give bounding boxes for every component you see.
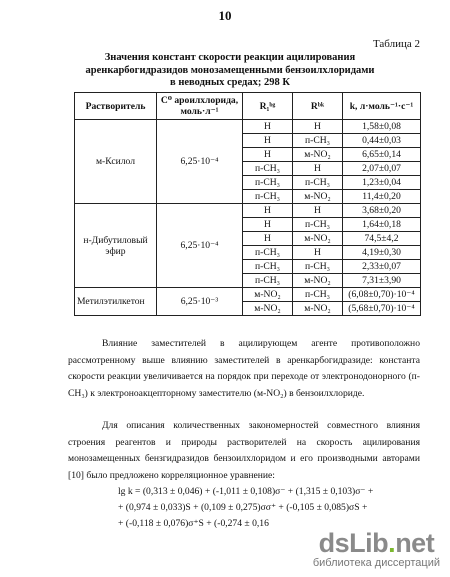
r2-cell: H bbox=[293, 246, 343, 260]
r2-cell: п-CH₃ bbox=[293, 260, 343, 274]
paragraph-substituent-effect bbox=[68, 336, 420, 402]
table-title-line: аренкарбогидразидов монозамещенными бензоилхлоридами bbox=[85, 64, 375, 76]
solvent-cell: Метилэтилкетон bbox=[75, 288, 157, 316]
paragraph-text: Влияние заместителей в ацилирующем агенте противоположно рассмотренному выше влиянию заместителей в аренкарбогидразиде: константа скорости реакции увеличивается на порядок при переходе от электронодонорного (п-CH₃) к электроноакцепторному заместителю (м-NO₂) в бензоилхлориде. bbox=[68, 338, 420, 399]
equation-line: lg k = (0,313 ± 0,046) + (-1,011 ± 0,108)σ⁻ + (1,315 ± 0,103)σ⁻ + bbox=[118, 486, 374, 497]
r1-cell: H bbox=[243, 232, 293, 246]
r2-cell: м-NO₂ bbox=[293, 274, 343, 288]
k-cell: 3,68±0,20 bbox=[343, 204, 421, 218]
r1-cell: H bbox=[243, 218, 293, 232]
dslib-logo bbox=[313, 529, 440, 557]
r1-cell: п-CH₃ bbox=[243, 274, 293, 288]
r1-cell: м-NO₂ bbox=[243, 288, 293, 302]
k-cell: (5,68±0,70)·10⁻⁴ bbox=[343, 302, 421, 316]
k-cell: 1,58±0,08 bbox=[343, 120, 421, 134]
correlation-equation bbox=[118, 484, 373, 532]
r1-cell: H bbox=[243, 134, 293, 148]
dslib-watermark[interactable] bbox=[313, 529, 440, 569]
k-cell: 1,23±0,04 bbox=[343, 176, 421, 190]
r2-cell: м-NO₂ bbox=[293, 302, 343, 316]
header-r1: R₁ᵇᵍ bbox=[243, 93, 293, 120]
r1-cell: H bbox=[243, 148, 293, 162]
table-title-line: Значения констант скорости реакции ацилирования bbox=[104, 52, 356, 63]
paragraph-correlation bbox=[68, 418, 420, 484]
r1-cell: п-CH₃ bbox=[243, 246, 293, 260]
r2-cell: м-NO₂ bbox=[293, 232, 343, 246]
header-concentration: C⁰ ароилхлорида, моль·л⁻¹ bbox=[157, 93, 243, 120]
r2-cell: п-CH₃ bbox=[293, 134, 343, 148]
paragraph-text: Для описания количественных закономерностей совместного влияния строения реагентов и природы растворителей на скорость ацилирования монозамещенных бензгидразидов бензоилхлоридом и его производными авторами [10] было предложено корреляционное уравнение: bbox=[68, 420, 420, 481]
equation-line: + (0,974 ± 0,033)S + (0,109 ± 0,275)σσ⁺ + (-0,105 ± 0,085)σS + bbox=[118, 502, 368, 513]
header-k: k, л·моль⁻¹·с⁻¹ bbox=[343, 93, 421, 120]
table-row bbox=[75, 204, 421, 218]
logo-main-text: dsLib bbox=[318, 528, 389, 558]
equation-line: + (-0,118 ± 0,076)σ⁺S + (-0,274 ± 0,16 bbox=[118, 518, 269, 529]
concentration-cell: 6,25·10⁻⁴ bbox=[157, 204, 243, 288]
header-solvent: Растворитель bbox=[75, 93, 157, 120]
dslib-tagline: библиотека диссертаций bbox=[312, 557, 440, 569]
table-title-line: в неводных средах; 298 К bbox=[170, 77, 290, 88]
r2-cell: H bbox=[293, 120, 343, 134]
k-cell: 6,65±0,14 bbox=[343, 148, 421, 162]
k-cell: 11,4±0,20 bbox=[343, 190, 421, 204]
table-row bbox=[75, 120, 421, 134]
header-r2: Rᵇᵏ bbox=[293, 93, 343, 120]
r2-cell: H bbox=[293, 204, 343, 218]
r1-cell: п-CH₃ bbox=[243, 260, 293, 274]
r1-cell: п-CH₃ bbox=[243, 162, 293, 176]
r2-cell: п-CH₃ bbox=[293, 176, 343, 190]
solvent-cell: м-Ксилол bbox=[75, 120, 157, 204]
k-cell: 4,19±0,30 bbox=[343, 246, 421, 260]
k-cell: 74,5±4,2 bbox=[343, 232, 421, 246]
table-row bbox=[75, 288, 421, 302]
table-title bbox=[60, 52, 400, 90]
k-cell: (6,08±0,70)·10⁻⁴ bbox=[343, 288, 421, 302]
r2-cell: H bbox=[293, 162, 343, 176]
r1-cell: м-NO₂ bbox=[243, 302, 293, 316]
logo-tld-text: net bbox=[395, 528, 435, 558]
rate-constants-table bbox=[74, 92, 421, 316]
solvent-cell: н-Дибутиловый эфир bbox=[75, 204, 157, 288]
r2-cell: м-NO₂ bbox=[293, 148, 343, 162]
k-cell: 2,33±0,07 bbox=[343, 260, 421, 274]
concentration-cell: 6,25·10⁻³ bbox=[157, 288, 243, 316]
r2-cell: п-CH₃ bbox=[293, 218, 343, 232]
r1-cell: п-CH₃ bbox=[243, 190, 293, 204]
k-cell: 0,44±0,03 bbox=[343, 134, 421, 148]
r1-cell: п-CH₃ bbox=[243, 176, 293, 190]
r2-cell: м-NO₂ bbox=[293, 190, 343, 204]
r2-cell: п-CH₃ bbox=[293, 288, 343, 302]
table-label: Таблица 2 bbox=[372, 38, 420, 50]
r1-cell: H bbox=[243, 120, 293, 134]
page-number: 10 bbox=[218, 8, 232, 23]
table-header-row bbox=[75, 93, 421, 120]
concentration-cell: 6,25·10⁻⁴ bbox=[157, 120, 243, 204]
k-cell: 7,31±3,90 bbox=[343, 274, 421, 288]
r1-cell: H bbox=[243, 204, 293, 218]
k-cell: 1,64±0,18 bbox=[343, 218, 421, 232]
k-cell: 2,07±0,07 bbox=[343, 162, 421, 176]
logo-dot: . bbox=[388, 528, 396, 558]
